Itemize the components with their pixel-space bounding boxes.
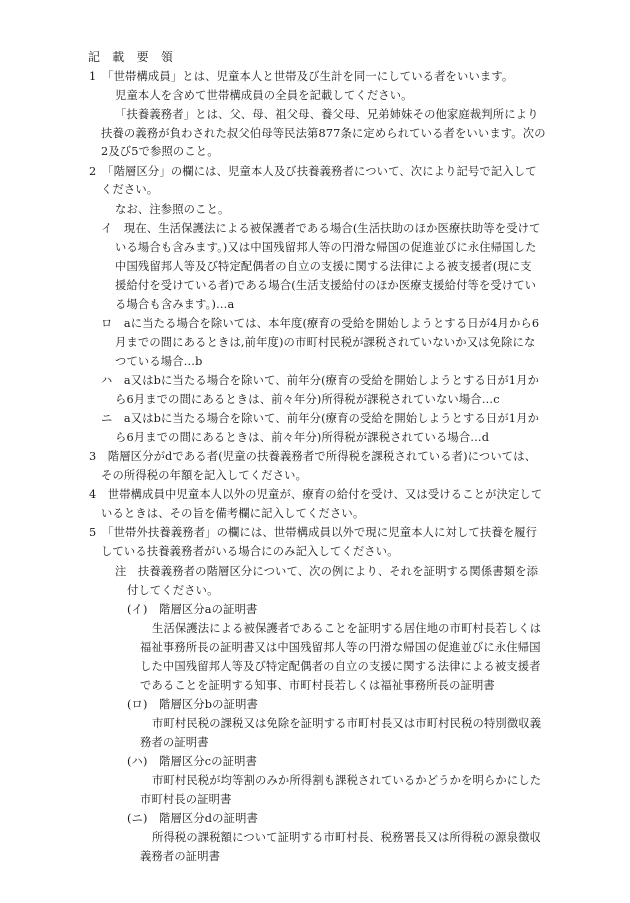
body-line: る場合も含みます。)…a xyxy=(115,298,235,311)
note-line: 福祉事務所長の証明書又は中国残留邦人等の円滑な帰国の促進並びに永住帰国 xyxy=(140,641,541,654)
body-line: つている場合…b xyxy=(115,355,203,368)
body-line: ら6月までの間にあるときは、前々年分)所得税が課税されている場合…d xyxy=(115,431,490,444)
body-line: ください。 xyxy=(101,183,159,196)
note-line: 所得税の課税額について証明する市町村長、税務署長又は所得税の源泉徴収 xyxy=(152,831,541,844)
body-line: 中国残留邦人等及び特定配偶者の自立の支援に関する法律による被支援者(現に支 xyxy=(115,260,532,273)
body-line: ハ a又はbに当たる場合を除いて、前年分(療育の受給を開始しようとする日が1月か xyxy=(101,374,540,387)
body-line: 児童本人を含めて世帯構成員の全員を記載してください。 xyxy=(115,89,413,102)
note-line: 付してください。 xyxy=(127,584,219,597)
body-line: いる場合も含みます。)又は中国残留邦人等の円滑な帰国の促進並びに永住帰国した xyxy=(115,241,537,254)
body-line: ロ aに当たる場合を除いては、本年度(療育の受給を開始しようとする日が4月から6 xyxy=(101,317,540,330)
note-line: 義務者の証明書 xyxy=(140,850,221,863)
body-line: 扶養の義務が負わされた叔父伯母等民法第877条に定められている者をいいます。次の xyxy=(101,127,546,140)
body-line: ら6月までの間にあるときは、前々年分)所得税が課税されていない場合…c xyxy=(115,393,500,406)
body-line: 4 世帯構成員中児童本人以外の児童が、療育の給付を受け、又は受けることが決定して xyxy=(89,488,543,501)
body-line: なお、注参照のこと。 xyxy=(115,203,230,216)
note-heading: (ハ) 階層区分cの証明書 xyxy=(127,755,258,768)
note-line: した中国残留邦人等及び特定配偶者の自立の支援に関する法律による被支援者 xyxy=(140,660,541,673)
note-heading: (ロ) 階層区分bの証明書 xyxy=(127,698,258,711)
body-line: 2及び5で参照のこと。 xyxy=(101,145,219,158)
body-line: している扶養義務者がいる場合にのみ記入してください。 xyxy=(101,545,399,558)
body-line: 2 「階層区分」の欄には、児童本人及び扶養義務者について、次により記号で記入して xyxy=(89,165,537,178)
note-line: であることを証明する知事、市町村長若しくは福祉事務所長の証明書 xyxy=(140,679,495,692)
note-line: 生活保護法による被保護者であることを証明する居住地の市町村長若しくは xyxy=(152,622,542,635)
note-line: 市町村民税が均等割のみか所得割も課税されているかどうかを明らかにした xyxy=(152,774,542,787)
body-line: 月までの間にあるときは,前年度)の市町村民税が課税されていないか又は免除にな xyxy=(115,336,536,349)
title: 記 載 要 領 xyxy=(88,50,174,64)
note-line: 市町村長の証明書 xyxy=(140,793,232,806)
body-line: 「扶養義務者」とは、父、母、祖父母、養父母、兄弟姉妹その他家庭裁判所により xyxy=(115,108,539,121)
note-heading: (イ) 階層区分aの証明書 xyxy=(127,603,258,616)
body-line: イ 現在、生活保護法による被保護者である場合(生活扶助のほか医療扶助等を受けて xyxy=(101,222,541,235)
note-line: 務者の証明書 xyxy=(140,736,209,749)
body-line: 5 「世帯外扶養義務者」の欄には、世帯構成員以外で現に児童本人に対して扶養を履行 xyxy=(89,526,538,539)
note-heading: (ニ) 階層区分dの証明書 xyxy=(127,812,258,825)
body-line: その所得税の年額を記入してください。 xyxy=(101,469,308,482)
body-line: いるときは、その旨を備考欄に記入してください。 xyxy=(101,507,365,520)
body-line: ニ a又はbに当たる場合を除いて、前年分(療育の受給を開始しようとする日が1月か xyxy=(101,412,540,425)
note-line: 市町村民税の課税又は免除を証明する市町村長又は市町村民税の特別徴収義 xyxy=(152,717,542,730)
body-line: 1 「世帯構成員」とは、児童本人と世帯及び生計を同一にしている者をいいます。 xyxy=(89,70,514,83)
note-line: 注 扶養義務者の階層区分について、次の例により、それを証明する関係書類を添 xyxy=(115,565,539,578)
body-line: 援給付を受けている者)である場合(生活支援給付のほか医療支援給付等を受けてい xyxy=(115,279,537,292)
body-line: 3 階層区分がdである者(児童の扶養義務者で所得税を課税されている者)については、 xyxy=(89,450,537,463)
